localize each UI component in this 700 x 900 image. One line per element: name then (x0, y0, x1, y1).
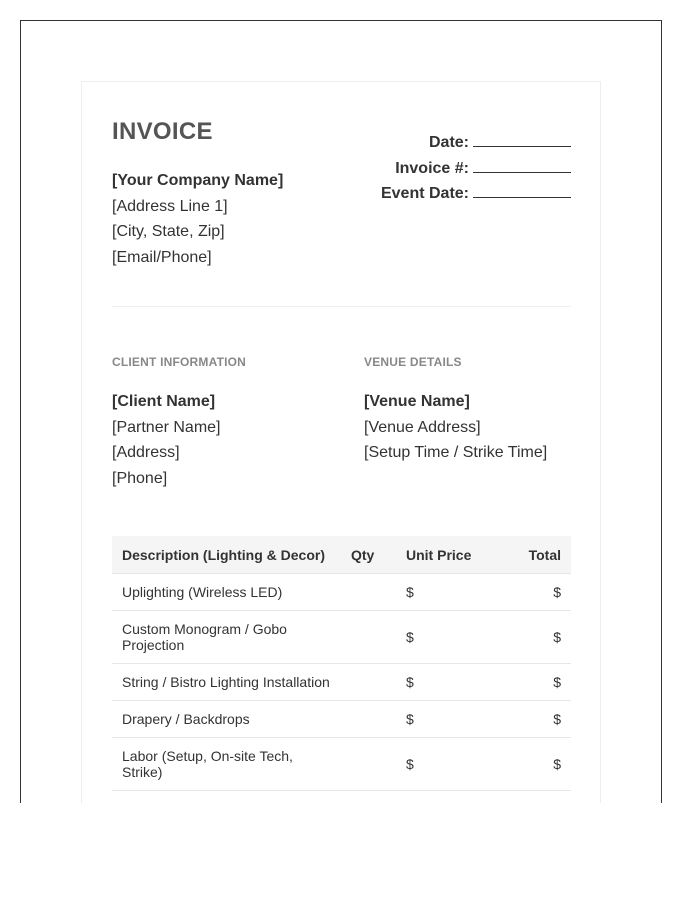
venue-address: [Venue Address] (364, 418, 481, 436)
header-total: Total (495, 536, 571, 574)
table-row (112, 701, 571, 738)
row-qty (341, 701, 396, 738)
client-info-heading: CLIENT INFORMATION (112, 355, 247, 369)
table-row (112, 611, 571, 664)
venue-details-block (364, 389, 547, 466)
date-row (381, 130, 571, 156)
table-row (112, 574, 571, 611)
client-info-block (112, 389, 220, 491)
venue-details-heading: VENUE DETAILS (364, 355, 462, 369)
header-unit-price: Unit Price (396, 536, 495, 574)
invoice-title: INVOICE (112, 118, 213, 145)
header-qty: Qty (341, 536, 396, 574)
event-date-blank-line (473, 183, 571, 198)
company-contact: [Email/Phone] (112, 248, 212, 266)
event-date-label: Event Date: (380, 185, 469, 202)
invoice-meta (381, 130, 571, 207)
row-total: $ (495, 611, 571, 664)
company-address-line: [Address Line 1] (112, 197, 228, 215)
row-unit-price: $ (396, 611, 495, 664)
row-total: $ (495, 664, 571, 701)
company-city-state-zip: [City, State, Zip] (112, 223, 225, 240)
row-total: $ (495, 738, 571, 791)
venue-name: [Venue Name] (364, 393, 470, 410)
header-description: Description (Lighting & Decor) (112, 536, 341, 574)
table-row (112, 664, 571, 701)
row-description: Custom Monogram / Gobo Projection (112, 611, 341, 664)
company-info (112, 168, 283, 270)
event-date-row (381, 181, 571, 207)
header-divider (112, 306, 571, 307)
row-description: Drapery / Backdrops (112, 701, 341, 738)
row-qty (341, 574, 396, 611)
row-qty (341, 611, 396, 664)
client-name: [Client Name] (112, 393, 216, 410)
row-description: String / Bistro Lighting Installation (112, 664, 341, 701)
partner-name: [Partner Name] (112, 418, 221, 436)
row-unit-price: $ (396, 701, 495, 738)
invoice-number-row (381, 156, 571, 182)
row-qty (341, 664, 396, 701)
invoice-number-blank-line (473, 158, 571, 173)
venue-times: [Setup Time / Strike Time] (364, 444, 548, 461)
table-row (112, 738, 571, 791)
table-header-row (112, 536, 571, 574)
row-qty (341, 738, 396, 791)
row-unit-price: $ (396, 574, 495, 611)
date-label: Date: (428, 134, 469, 151)
client-address: [Address] (112, 444, 180, 461)
invoice-number-label: Invoice #: (395, 159, 469, 177)
row-unit-price: $ (396, 738, 495, 791)
date-blank-line (473, 132, 571, 147)
row-total: $ (495, 701, 571, 738)
invoice-sheet (81, 81, 601, 803)
document-viewport (20, 20, 662, 803)
client-phone: [Phone] (112, 469, 168, 487)
row-total: $ (495, 574, 571, 611)
company-name: [Your Company Name] (112, 172, 284, 189)
line-items-table (112, 536, 571, 791)
row-description: Labor (Setup, On-site Tech, Strike) (112, 738, 341, 791)
row-description: Uplighting (Wireless LED) (112, 574, 341, 611)
row-unit-price: $ (396, 664, 495, 701)
